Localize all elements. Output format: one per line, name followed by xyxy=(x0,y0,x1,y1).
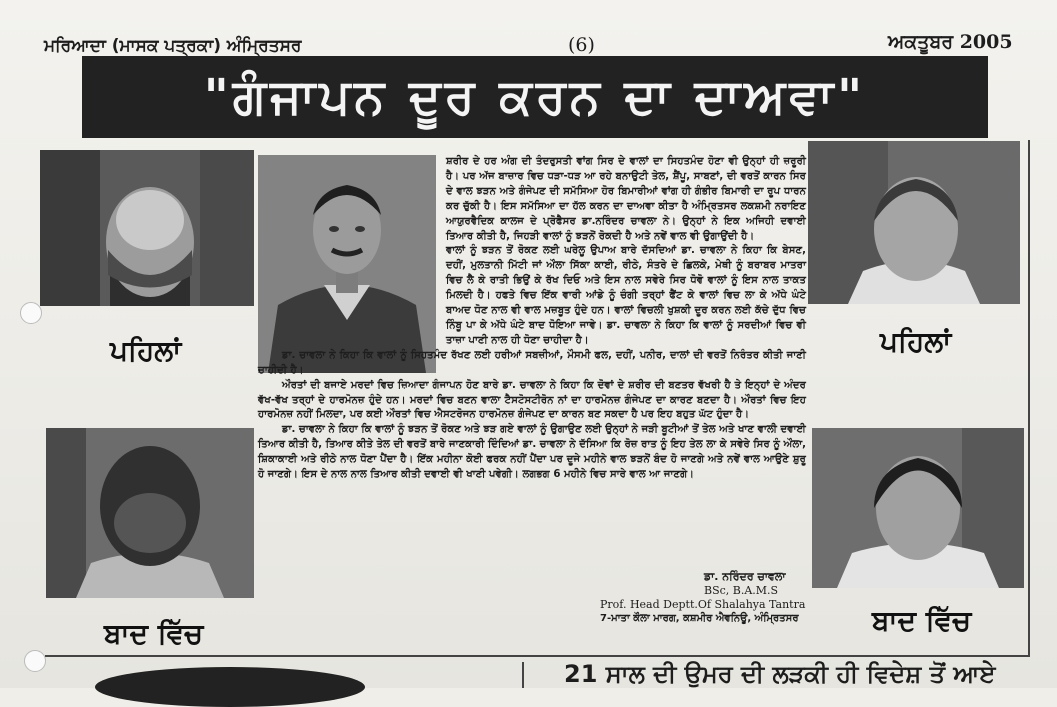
author-address: 7-ਮਾਤਾ ਕੌਲਾ ਮਾਰਗ, ਕਸ਼ਮੀਰ ਐਵਨਿਊ, ਅੰਮ੍ਰਿਤਸਰ xyxy=(600,613,799,624)
punch-hole xyxy=(24,650,46,672)
article-paragraph: ਔਰਤਾਂ ਦੀ ਬਜਾਏ ਮਰਦਾਂ ਵਿਚ ਜ਼ਿਆਦਾ ਗੰਜਾਪਨ ਹੋਣ ਬਾਰੇ ਡਾ. ਚਾਵਲਾ ਨੇ ਕਿਹਾ ਕਿ ਦੋਵਾਂ ਦੇ ਸ਼ਰੀਰ ਦੀ ਬਣਤਰ ਵੱਖਰੀ ਹੈ ਤੇ ਇਨ੍ਹਾਂ ਦੇ ਅੰਦਰ ਵੱਖ-ਵੱਖ ਤਰ੍ਹਾਂ ਦੇ ਹਾਰਮੋਨਜ਼ ਹੁੰਦੇ ਹਨ। ਮਰਦਾਂ ਵਿਚ ਬਣਨ ਵਾਲਾ ਟੈਸਟੋਸਟੀਰੋਨ ਨਾਂ ਦਾ ਹਾਰਮੋਨਜ਼ ਗੰਜੇਪਣ ਦਾ ਕਾਰਣ ਬਣਦਾ ਹੈ। ਔਰਤਾਂ ਵਿਚ ਇਹ ਹਾਰਮੋਨਜ਼ ਨਹੀਂ ਮਿਲਦਾ, ਪਰ ਕਈ ਔਰਤਾਂ ਵਿਚ ਐਸਟਰੋਜਨ ਹਾਰਮੋਨਜ਼ ਗੰਜੇਪਣ ਦਾ ਕਾਰਨ ਬਣ ਸਕਦਾ ਹੈ ਪਰ ਇਹ ਬਹੁਤ ਘੱਟ ਹੁੰਦਾ ਹੈ। xyxy=(258,379,806,421)
article-border-bottom xyxy=(45,655,1030,657)
punch-hole xyxy=(20,302,42,324)
photo-after-right xyxy=(812,428,1024,588)
photo-before-left xyxy=(40,150,254,306)
author-position: Prof. Head Deptt.Of Shalahya Tantra xyxy=(600,598,806,611)
article-paragraph: ਡਾ. ਚਾਵਲਾ ਨੇ ਕਿਹਾ ਕਿ ਵਾਲਾਂ ਨੂੰ ਝੜਨ ਤੋਂ ਰੋਕਣ ਅਤੇ ਝੜ ਗਏ ਵਾਲਾਂ ਨੂੰ ਉਗਾਉਣ ਲਈ ਉਨ੍ਹਾਂ ਨੇ ਜੜੀ ਬੂਟੀਆਂ ਤੋਂ ਤੇਲ ਅਤੇ ਖਾਣ ਵਾਲੀ ਦਵਾਈ ਤਿਆਰ ਕੀਤੀ ਹੈ, ਤਿਆਰ ਕੀਤੇ ਤੇਲ ਦੀ ਵਰਤੋਂ ਬਾਰੇ ਜਾਣਕਾਰੀ ਦਿੰਦਿਆਂ ਡਾ. ਚਾਵਲਾ ਨੇ ਦੱਸਿਆ ਕਿ ਰੋਜ਼ ਰਾਤ ਨੂੰ ਇਹ ਤੇਲ ਲਾ ਕੇ ਸਵੇਰੇ ਸਿਰ ਨੂੰ ਔਲਾ, ਸ਼ਿਕਾਕਾਈ ਅਤੇ ਰੀਠੇ ਨਾਲ ਧੋਣਾ ਪੈਂਦਾ ਹੈ। ਇੱਕ ਮਹੀਨਾ ਕੋਈ ਫਰਕ ਨਹੀਂ ਪੈਂਦਾ ਪਰ ਦੂਜੇ ਮਹੀਨੇ ਵਾਲ ਝੜਨੋਂ ਬੰਦ ਹੋ ਜਾਣਗੇ ਅਤੇ ਨਵੇਂ ਵਾਲ ਆਉਣੇ ਸ਼ੁਰੂ ਹੋ ਜਾਣਗੇ। ਇਸ ਦੇ ਨਾਲ ਨਾਲ ਤਿਆਰ ਕੀਤੀ ਦਵਾਈ ਵੀ ਖਾਣੀ ਪਵੇਗੀ। ਲਗਭਗ 6 ਮਹੀਨੇ ਵਿਚ ਸਾਰੇ ਵਾਲ ਆ ਜਾਣਗੇ। xyxy=(258,424,806,481)
caption-after-left: ਬਾਦ ਵਿੱਚ xyxy=(104,617,204,650)
next-article-heading: 21 ਸਾਲ ਦੀ ਉਮਰ ਦੀ ਲੜਕੀ ਹੀ ਵਿਦੇਸ਼ ਤੋਂ ਆਏ xyxy=(564,660,996,688)
photo-before-right xyxy=(808,141,1020,304)
author-name: ਡਾ. ਨਰਿੰਦਰ ਚਾਵਲਾ xyxy=(704,570,786,583)
author-degree: BSc, B.A.M.S xyxy=(704,584,779,597)
article-paragraph: ਵਾਲਾਂ ਨੂੰ ਝੜਨ ਤੋਂ ਰੋਕਣ ਲਈ ਘਰੇਲੂ ਉਪਾਅ ਬਾਰੇ ਦੱਸਦਿਆਂ ਡਾ. ਚਾਵਲਾ ਨੇ ਕਿਹਾ ਕਿ ਬੇਸਣ, ਦਹੀਂ, ਮੁਲਤਾਨੀ ਮਿੱਟੀ ਜਾਂ ਔਲਾ ਸਿੱਕਾ ਕਾਈ, ਰੀਠੇ, ਸੰਤਰੇ ਦੇ ਛਿਲਕੇ, ਮੇਥੀ ਨੂੰ ਬਰਾਬਰ ਮਾਤਰਾ ਵਿਚ ਲੈ ਕੇ ਰਾਤੀ ਭਿਉਂ ਕੇ ਰੱਖ ਦਿਓ ਅਤੇ ਇਸ ਨਾਲ ਸਵੇਰੇ ਸਿਰ ਧੋਵੋ ਵਾਲਾਂ ਨੂੰ ਇਸ ਨਾਲ ਤਾਕਤ ਮਿਲਦੀ ਹੈ। ਹਫਤੇ ਵਿਚ ਇੱਕ ਵਾਰੀ ਆਂਡੇ ਨੂੰ ਚੰਗੀ ਤਰ੍ਹਾਂ ਫੈਂਟ ਕੇ ਵਾਲਾਂ ਵਿਚ ਲਾ ਕੇ ਅੱਧੇ ਘੰਟੇ ਬਾਅਦ ਧੋਣ ਨਾਲ ਵੀ ਵਾਲ ਮਜ਼ਬੂਤ ਹੁੰਦੇ ਹਨ। ਵਾਲਾਂ ਵਿਚਲੀ ਖੁਸ਼ਕੀ ਦੂਰ ਕਰਨ ਲਈ ਕੱਚੇ ਦੁੱਧ ਵਿਚ ਨਿੰਬੂ ਪਾ ਕੇ ਅੱਧੇ ਘੰਟੇ ਬਾਦ ਧੋਇਆ ਜਾਵੇ। ਡਾ. ਚਾਵਲਾ ਨੇ ਕਿਹਾ ਕਿ ਵਾਲਾਂ ਨੂੰ ਸਰਦੀਆਂ ਵਿਚ ਵੀ ਤਾਜ਼ਾ ਪਾਣੀ ਨਾਲ ਹੀ ਧੋਣਾ ਚਾਹੀਦਾ ਹੈ। xyxy=(446,245,806,346)
article-paragraph: ਡਾ. ਚਾਵਲਾ ਨੇ ਕਿਹਾ ਕਿ ਵਾਲਾਂ ਨੂੰ ਸਿਹਤਮੰਦ ਰੱਖਣ ਲਈ ਹਰੀਆਂ ਸਬਜ਼ੀਆਂ, ਮੌਸਮੀ ਫਲ, ਦਹੀਂ, ਪਨੀਰ, ਦਾਲਾਂ ਦੀ ਵਰਤੋਂ ਨਿਰੰਤਰ ਕੀਤੀ ਜਾਣੀ ਚਾਹੀਦੀ ਹੈ। xyxy=(258,349,806,376)
article-border-right xyxy=(1028,140,1030,657)
article-paragraph: ਸ਼ਰੀਰ ਦੇ ਹਰ ਅੰਗ ਦੀ ਤੰਦਰੁਸਤੀ ਵਾਂਗ ਸਿਰ ਦੇ ਵਾਲਾਂ ਦਾ ਸਿਹਤਮੰਦ ਹੋਣਾ ਵੀ ਉਨ੍ਹਾਂ ਹੀ ਜ਼ਰੂਰੀ ਹੈ। ਪਰ ਅੱਜ ਬਾਜ਼ਾਰ ਵਿਚ ਧੜਾ-ਧੜ ਆ ਰਹੇ ਬਨਾਉਟੀ ਤੇਲ, ਸ਼ੈਂਪੂ, ਸਾਬਣਾਂ, ਦੀ ਵਰਤੋਂ ਕਾਰਨ ਸਿਰ ਦੇ ਵਾਲ ਝੜਨ ਅਤੇ ਗੰਜੇਪਣ ਦੀ ਸਮੱਸਿਆ ਹੋਰ ਬਿਮਾਰੀਆਂ ਵਾਂਗ ਹੀ ਗੰਭੀਰ ਬਿਮਾਰੀ ਦਾ ਰੂਪ ਧਾਰਨ ਕਰ ਚੁੱਕੀ ਹੈ। ਇਸ ਸਮੱਸਿਆ ਦਾ ਹੱਲ ਕਰਨ ਦਾ ਦਾਅਵਾ ਕੀਤਾ ਹੈ ਅੰਮ੍ਰਿਤਸਰ ਲਕਸ਼ਮੀ ਨਰਾਇਣ ਆਯੁਰਵੈਦਿਕ ਕਾਲਜ ਦੇ ਪ੍ਰੋਫੈਸਰ ਡਾ.ਨਰਿੰਦਰ ਚਾਵਲਾ ਨੇ। ਉਨ੍ਹਾਂ ਨੇ ਇਕ ਅਜਿਹੀ ਦਵਾਈ ਤਿਆਰ ਕੀਤੀ ਹੈ, ਜਿਹੜੀ ਵਾਲਾਂ ਨੂੰ ਝੜਨੋਂ ਰੋਕਦੀ ਹੈ ਅਤੇ ਨਵੇਂ ਵਾਲ ਵੀ ਉਗਾਉਂਦੀ ਹੈ। xyxy=(446,156,806,242)
next-article-banner xyxy=(95,667,365,707)
author-signature xyxy=(600,570,805,626)
next-article-border xyxy=(522,662,524,688)
caption-before-left: ਪਹਿਲਾਂ xyxy=(110,334,182,367)
publication-name: ਮਰਿਆਦਾ (ਮਾਸਕ ਪਤ੍ਰਕਾ) ਅੰਮ੍ਰਿਤਸਰ xyxy=(44,36,302,56)
caption-before-right: ਪਹਿਲਾਂ xyxy=(880,325,952,358)
photo-after-left xyxy=(46,428,254,598)
page-number: (6) xyxy=(568,34,595,56)
caption-after-right: ਬਾਦ ਵਿੱਚ xyxy=(872,604,972,637)
issue-date: ਅਕਤੂਬਰ 2005 xyxy=(888,31,1013,53)
headline-banner xyxy=(82,56,988,138)
article-body xyxy=(258,155,806,483)
headline-text: "ਗੰਜਾਪਨ ਦੂਰ ਕਰਨ ਦਾ ਦਾਅਵਾ" xyxy=(203,68,867,125)
